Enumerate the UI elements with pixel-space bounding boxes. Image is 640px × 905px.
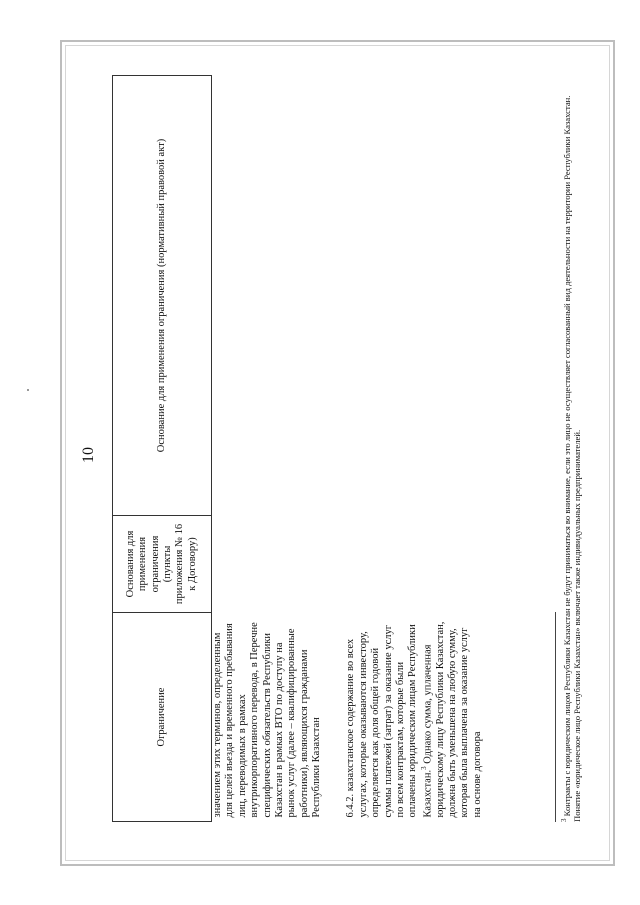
footnote-marker: 3 [560,818,568,822]
page-number: 10 [80,447,97,463]
restrictions-table [112,75,484,822]
grounds-treaty-cell [212,516,485,613]
restriction-text-part-b: Однако сумма, уплаченная юридическому лицу Республики Казахстан, должна быть уменьшена на любую сумму, которая была выплачена за оказание услуг на основе договора [422,621,483,818]
restriction-text-row1: значением этих терминов, определенным для целей въезда и временного пребывания лиц, переводимых в рамках внутрикорпоративного перевода, в Перечне специфических обязательств Республики Казахстан в рамках ВТО по доступу на рынок услуг (далее – квалифицированные работники), являющихся гражданами Республики Казахстан [212,622,322,818]
header-grounds-treaty: Основания для применения ограничения (пункты приложения № 16 к Договору) [113,516,212,613]
header-restriction: Ограничение [113,613,212,822]
page-frame [60,40,615,866]
table-row [212,76,485,822]
scan-speck [27,389,29,391]
rotated-page-content [62,42,617,868]
restriction-text-part-a: 6.4.2. казахстанское содержание во всех услугах, которые оказываются инвестору, определяется как доля общей годовой суммы платежей (затрат) за оказание услуг по всем контрактам, которые были оплачены юридическим лицам Республики Казахстан. [345,624,434,818]
footnote-reference: 3 [419,766,428,770]
footnote-divider [555,612,556,822]
grounds-legal-act-cell [212,76,485,516]
restriction-text-row2 [345,617,484,818]
footnote [560,76,582,822]
table-header-row [113,76,212,822]
footnote-text: Контракты с юридическим лицом Республики Казахстан не будут приниматься во внимание, если это лицо не осуществляет согласованный вид деятельности на территории Республики Казахстан. Понятие «юридическое лицо Республики Казахстан» включает также индивидуальных предпринимателей. [561,95,583,822]
restriction-cell [212,613,485,822]
paragraph-gap [323,617,345,818]
header-grounds-legal-act: Основание для применения ограничения (нормативный правовой акт) [113,76,212,516]
